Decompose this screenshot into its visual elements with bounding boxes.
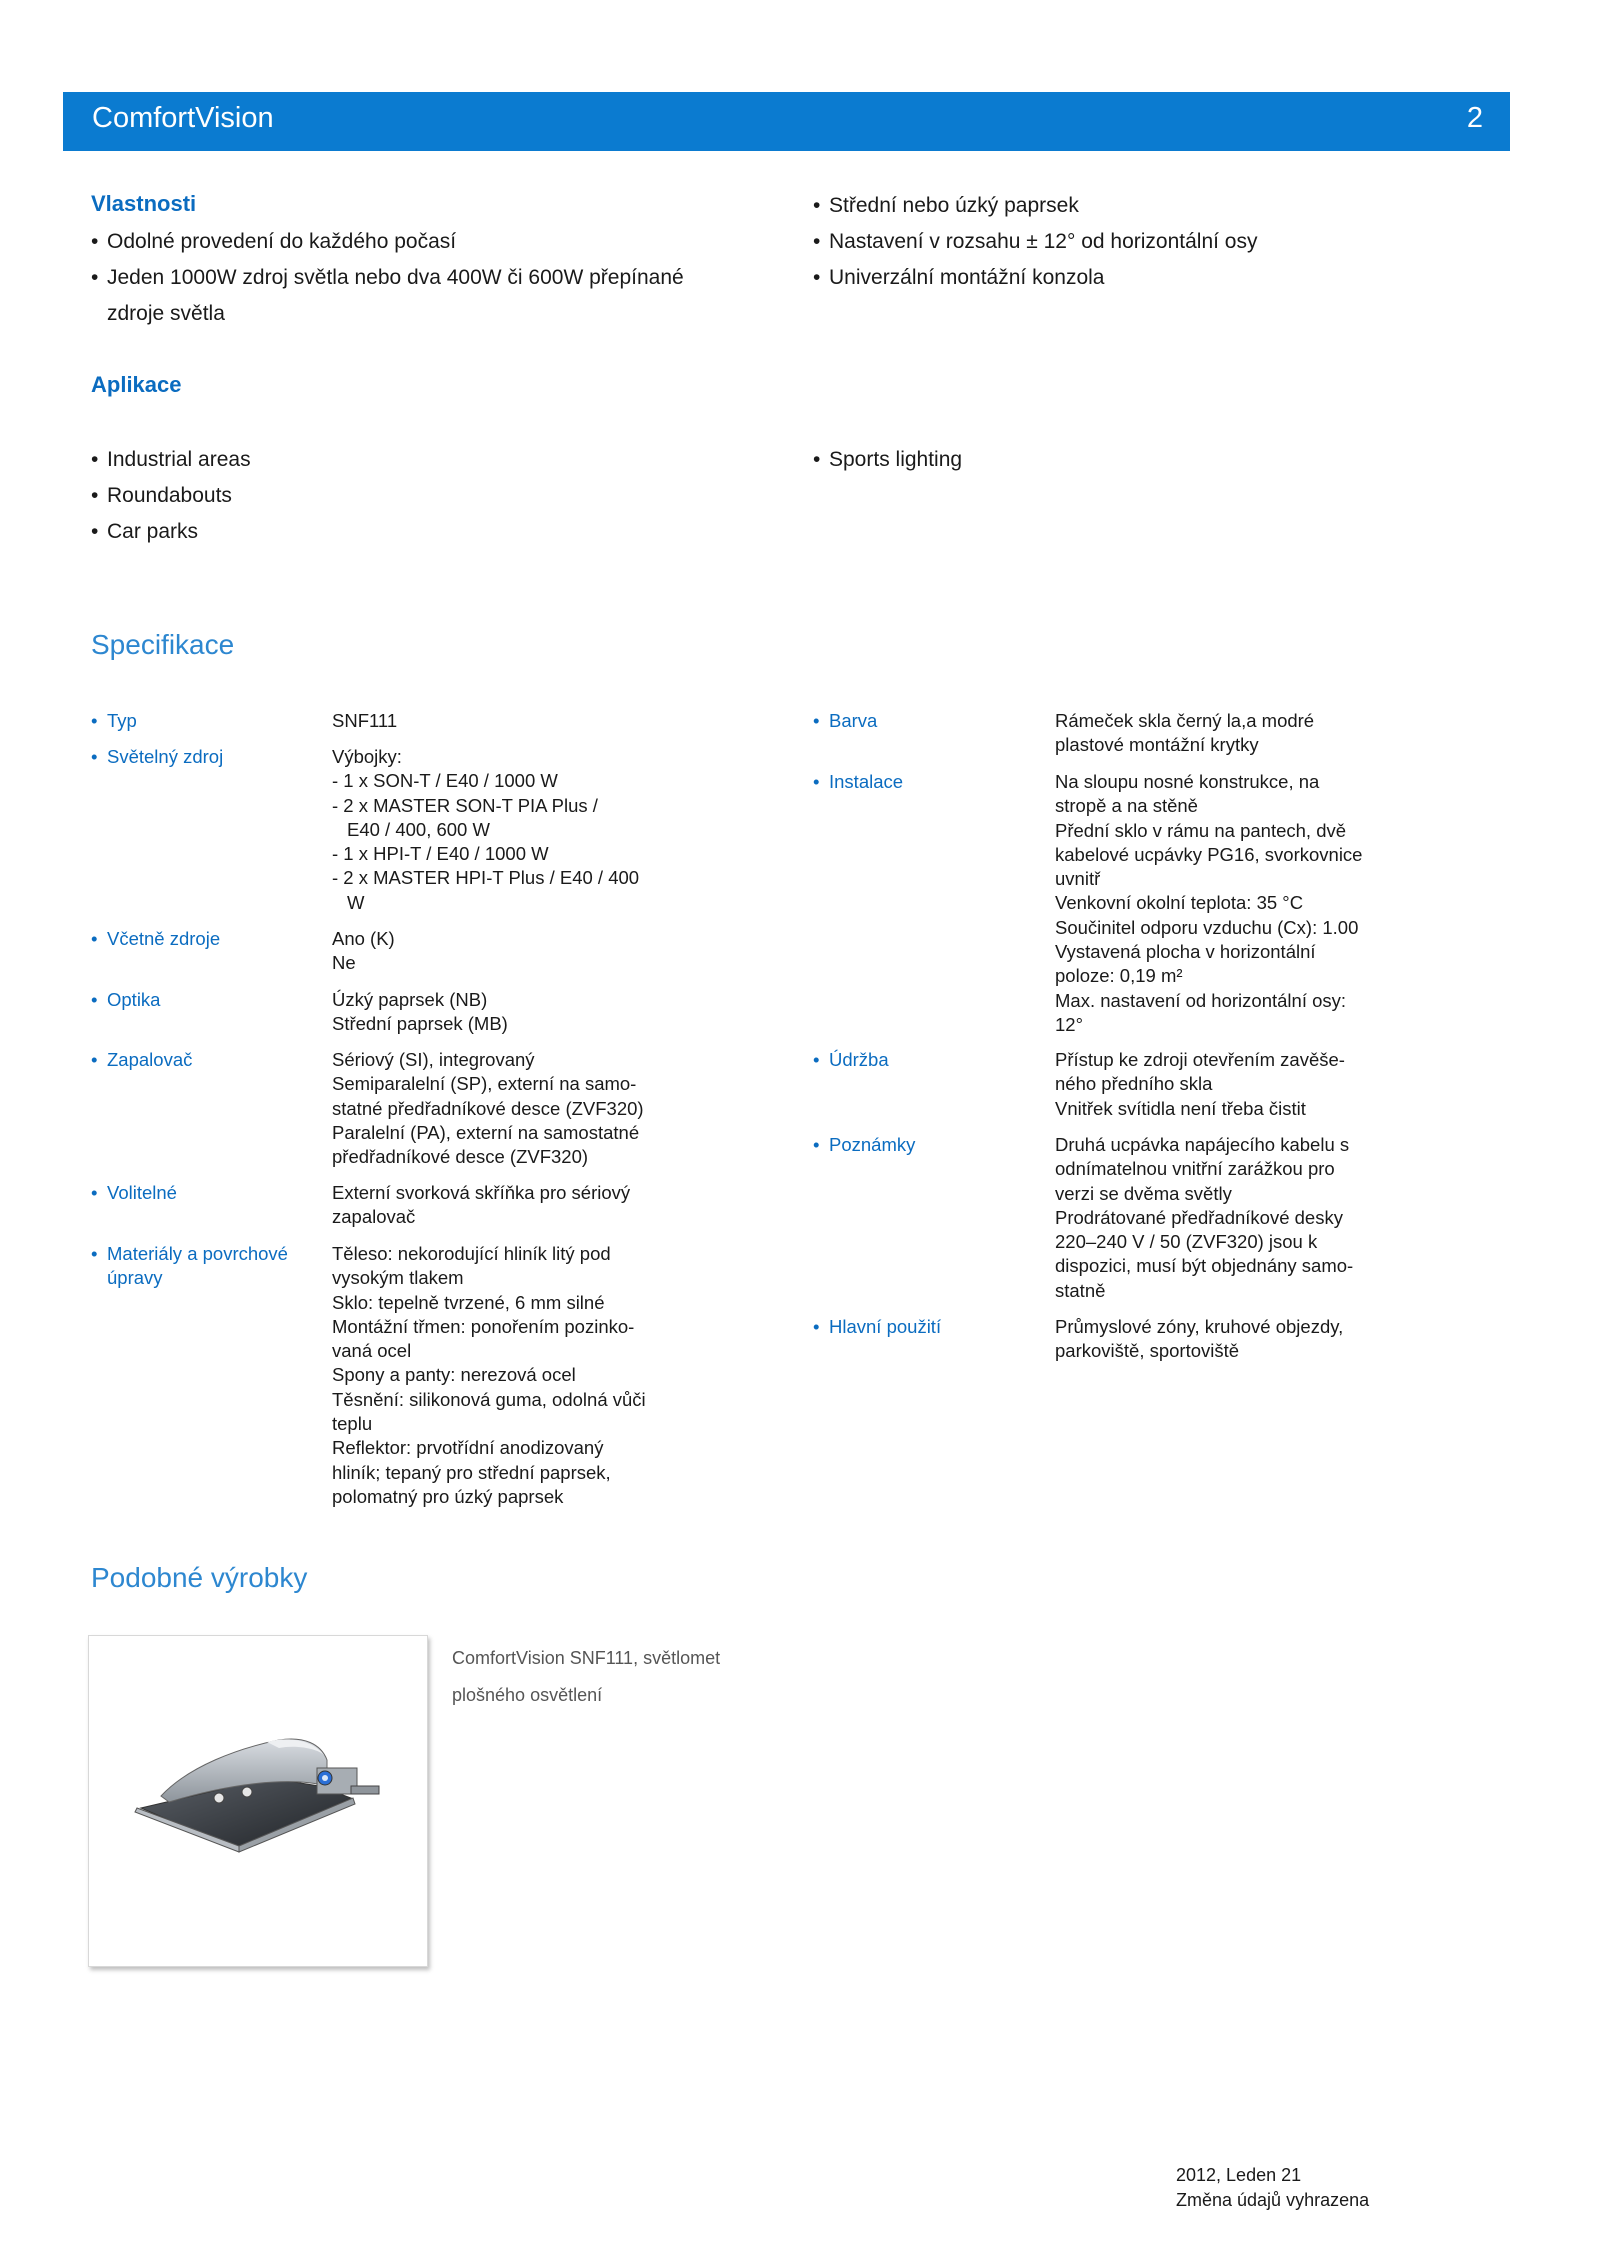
spec-label-optika: • Optika: [91, 988, 160, 1012]
spec-label-materialy: • Materiály a povrchové úpravy: [91, 1242, 288, 1291]
list-item-continuation: zdroje světla: [107, 302, 225, 325]
list-item: • Industrial areas: [91, 442, 691, 478]
spec-label-vcetne-zdroje: • Včetně zdroje: [91, 927, 220, 951]
list-item: • Sports lighting: [813, 442, 1413, 478]
page-number: 2: [1466, 102, 1483, 134]
spec-value-udrzba: Přístup ke zdroji otevřením zavěše- ného předního skla Vnitřek svítidla není třeba čistit: [1055, 1049, 1345, 1119]
aplikace-heading: Aplikace: [91, 372, 182, 397]
aplikace-left-list: [91, 442, 691, 550]
page-footer: [1176, 2163, 1369, 2213]
specifikace-heading: Specifikace: [91, 629, 235, 660]
spec-label-hlavni-pouziti: • Hlavní použití: [813, 1315, 941, 1339]
spec-value-hlavni-pouziti: Průmyslové zóny, kruhové objezdy, parkoviště, sportoviště: [1055, 1316, 1344, 1362]
list-item: • Odolné provedení do každého počasí: [91, 224, 771, 260]
spec-label-svetelny-zdroj: • Světelný zdroj: [91, 745, 223, 769]
page-header: [63, 92, 1510, 151]
spec-value-poznamky: Druhá ucpávka napájecího kabelu s odnímatelnou vnitřní zarážkou pro verzi se dvěma světly Prodrátované předřadníkové desky 220–240 V / 50 (ZVF320) jsou k dispozici, musí být objednány samo- statně: [1055, 1134, 1354, 1301]
floodlight-image: [89, 1636, 427, 1966]
spec-value-typ: SNF111: [332, 710, 398, 731]
vlastnosti-heading: Vlastnosti: [91, 191, 197, 216]
spec-label-udrzba: • Údržba: [813, 1048, 889, 1072]
spec-label-poznamky: • Poznámky: [813, 1133, 915, 1157]
list-item: • Střední nebo úzký paprsek: [813, 188, 1493, 224]
spec-label-barva: • Barva: [813, 709, 877, 733]
spec-label-zapalovac: • Zapalovač: [91, 1048, 192, 1072]
spec-value-zapalovac: Sériový (SI), integrovaný Semiparalelní (SP), externí na samo- statné předřadníkové desce (ZVF320) Paralelní (PA), externí na samostatné předřadníkové desce (ZVF320): [332, 1049, 644, 1168]
list-item: • Univerzální montážní konzola: [813, 260, 1493, 296]
spec-value-vcetne-zdroje: Ano (K) Ne: [332, 928, 395, 974]
podobne-heading: Podobné výrobky: [91, 1562, 308, 1593]
spec-label-volitelne: • Volitelné: [91, 1181, 177, 1205]
list-item: • Roundabouts: [91, 478, 691, 514]
spec-value-barva: Rámeček skla černý la,a modré plastové montážní krytky: [1055, 710, 1315, 756]
spec-value-optika: Úzký paprsek (NB) Střední paprsek (MB): [332, 989, 508, 1035]
spec-value-svetelny-zdroj: Výbojky: - 1 x SON-T / E40 / 1000 W - 2 x MASTER SON-T PIA Plus / E40 / 400, 600 W - 1 x HPI-T / E40 / 1000 W - 2 x MASTER HPI-T Plus / E40 / 400 W: [332, 746, 640, 913]
list-item: • Car parks: [91, 514, 691, 550]
spec-value-materialy: Těleso: nekorodující hliník litý pod vysokým tlakem Sklo: tepelně tvrzené, 6 mm silné Montážní třmen: ponořením pozinko- vaná ocel Spony a panty: nerezová ocel Těsnění: silikonová guma, odolná vůči teplu Reflektor: prvotřídní anodizovaný hliník; tepaný pro střední paprsek, polomatný pro úzký paprsek: [332, 1243, 646, 1507]
aplikace-right-list: [813, 442, 1413, 478]
spec-value-volitelne: Externí svorková skříňka pro sériový zapalovač: [332, 1182, 631, 1228]
spec-label-typ: • Typ: [91, 709, 137, 733]
footer-note: Změna údajů vyhrazena: [1176, 2190, 1370, 2210]
vlastnosti-right-list: [813, 188, 1493, 296]
header-title: ComfortVision: [92, 102, 274, 134]
spec-value-instalace: Na sloupu nosné konstrukce, na stropě a na stěně Přední sklo v rámu na pantech, dvě kabelové ucpávky PG16, svorkovnice uvnitř Venkovní okolní teplota: 35 °C Součinitel odporu vzduchu (Cx): 1.00 Vystavená plocha v horizontální poloze: 0,19 m² Max. nastavení od horizontální osy: 12°: [1055, 771, 1363, 1035]
vlastnosti-left-list: [91, 224, 771, 296]
list-item: • Nastavení v rozsahu ± 12° od horizontální osy: [813, 224, 1493, 260]
list-item: • Jeden 1000W zdroj světla nebo dva 400W či 600W přepínané: [91, 260, 771, 296]
product-caption[interactable]: ComfortVision SNF111, světlomet plošného osvětlení: [452, 1648, 721, 1705]
spec-label-instalace: • Instalace: [813, 770, 903, 794]
footer-date: 2012, Leden 21: [1176, 2165, 1302, 2185]
product-image-frame[interactable]: [88, 1635, 428, 1967]
